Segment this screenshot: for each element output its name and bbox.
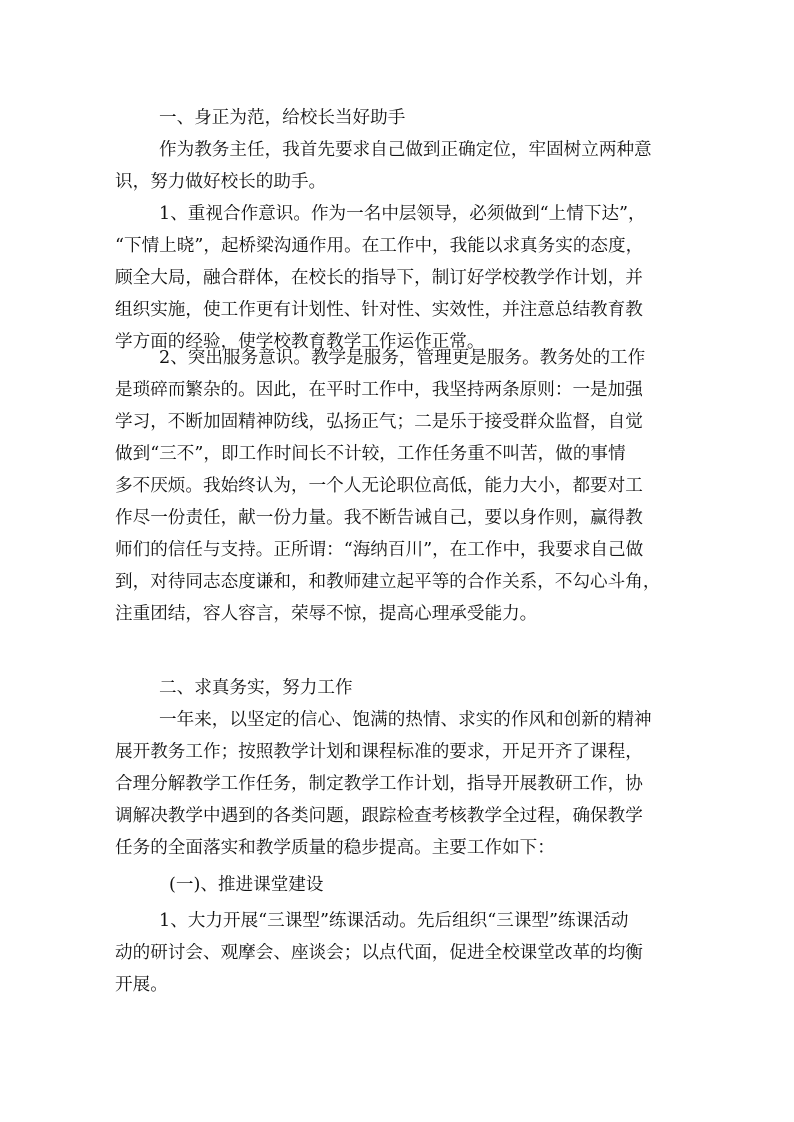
section2-heading <box>115 672 685 704</box>
section1-intro-paragraph <box>115 134 685 198</box>
paragraph-line: 是琐碎而繁杂的。因此，在平时工作中，我坚持两条原则：一是加强 <box>115 380 643 400</box>
paragraph-line: 多不厌烦。我始终认为，一个人无论职位高低，能力大小，都要对工 <box>115 476 643 496</box>
paragraph-line: 做到“三不”，即工作时间长不计较，工作任务重不叫苦，做的事情 <box>115 444 626 464</box>
paragraph-line: 组织实施，使工作更有计划性、针对性、实效性，并注意总结教育教 <box>115 300 643 320</box>
paragraph-line: 师们的信任与支持。正所谓：“海纳百川”，在工作中，我要求自己做 <box>115 540 644 560</box>
paragraph-line: 1、重视合作意识。作为一名中层领导，必须做到“上情下达”， <box>159 204 646 224</box>
section1-point1-paragraph <box>115 198 685 358</box>
paragraph-line: 一年来，以坚定的信心、饱满的热情、求实的作风和创新的精神 <box>159 710 652 730</box>
paragraph-line: 动的研讨会、观摩会、座谈会；以点代面，促进全校课堂改革的均衡 <box>115 943 643 963</box>
paragraph-line: “下情上晓”，起桥梁沟通作用。在工作中，我能以求真务实的态度， <box>115 236 644 256</box>
heading-line: 一、身正为范，给校长当好助手 <box>159 108 406 128</box>
paragraph-line: 学方面的经验，使学校教育教学工作运作正常。 <box>115 332 485 352</box>
paragraph-line: 任务的全面落实和教学质量的稳步提高。主要工作如下： <box>115 838 555 858</box>
subheading-line: (一)、推进课堂建设 <box>169 875 324 895</box>
section1-heading <box>115 102 685 134</box>
section1-point2-paragraph <box>115 342 685 630</box>
paragraph-line: 1、大力开展“三课型”练课活动。先后组织“三课型”练课活动 <box>159 911 629 931</box>
paragraph-line: 识，努力做好校长的助手。 <box>115 172 327 192</box>
section2-point1-paragraph <box>115 905 685 1001</box>
paragraph-line: 合理分解教学工作任务，制定教学工作计划，指导开展教研工作，协 <box>115 774 643 794</box>
paragraph-line: 学习，不断加固精神防线，弘扬正气；二是乐于接受群众监督，自觉 <box>115 412 643 432</box>
paragraph-line: 注重团结，容人容言，荣辱不惊，提高心理承受能力。 <box>115 604 538 624</box>
paragraph-line: 作为教务主任，我首先要求自己做到正确定位，牢固树立两种意 <box>159 140 652 160</box>
paragraph-line: 2、突出服务意识。教学是服务，管理更是服务。教务处的工作 <box>159 348 646 368</box>
paragraph-line: 开展。 <box>115 975 168 995</box>
paragraph-line: 调解决教学中遇到的各类问题，跟踪检查考核教学全过程，确保教学 <box>115 806 643 826</box>
paragraph-line: 到，对待同志态度谦和，和教师建立起平等的合作关系，不勾心斗角， <box>115 572 661 592</box>
section2-intro-paragraph <box>115 704 685 864</box>
paragraph-line: 展开教务工作；按照教学计划和课程标准的要求，开足开齐了课程， <box>115 742 643 762</box>
paragraph-line: 作尽一份责任，献一份力量。我不断告诫自己，要以身作则，赢得教 <box>115 508 643 528</box>
heading-line: 二、求真务实，努力工作 <box>159 678 353 698</box>
section2-subheading <box>115 869 685 901</box>
paragraph-line: 顾全大局，融合群体，在校长的指导下，制订好学校教学作计划，并 <box>115 268 643 288</box>
